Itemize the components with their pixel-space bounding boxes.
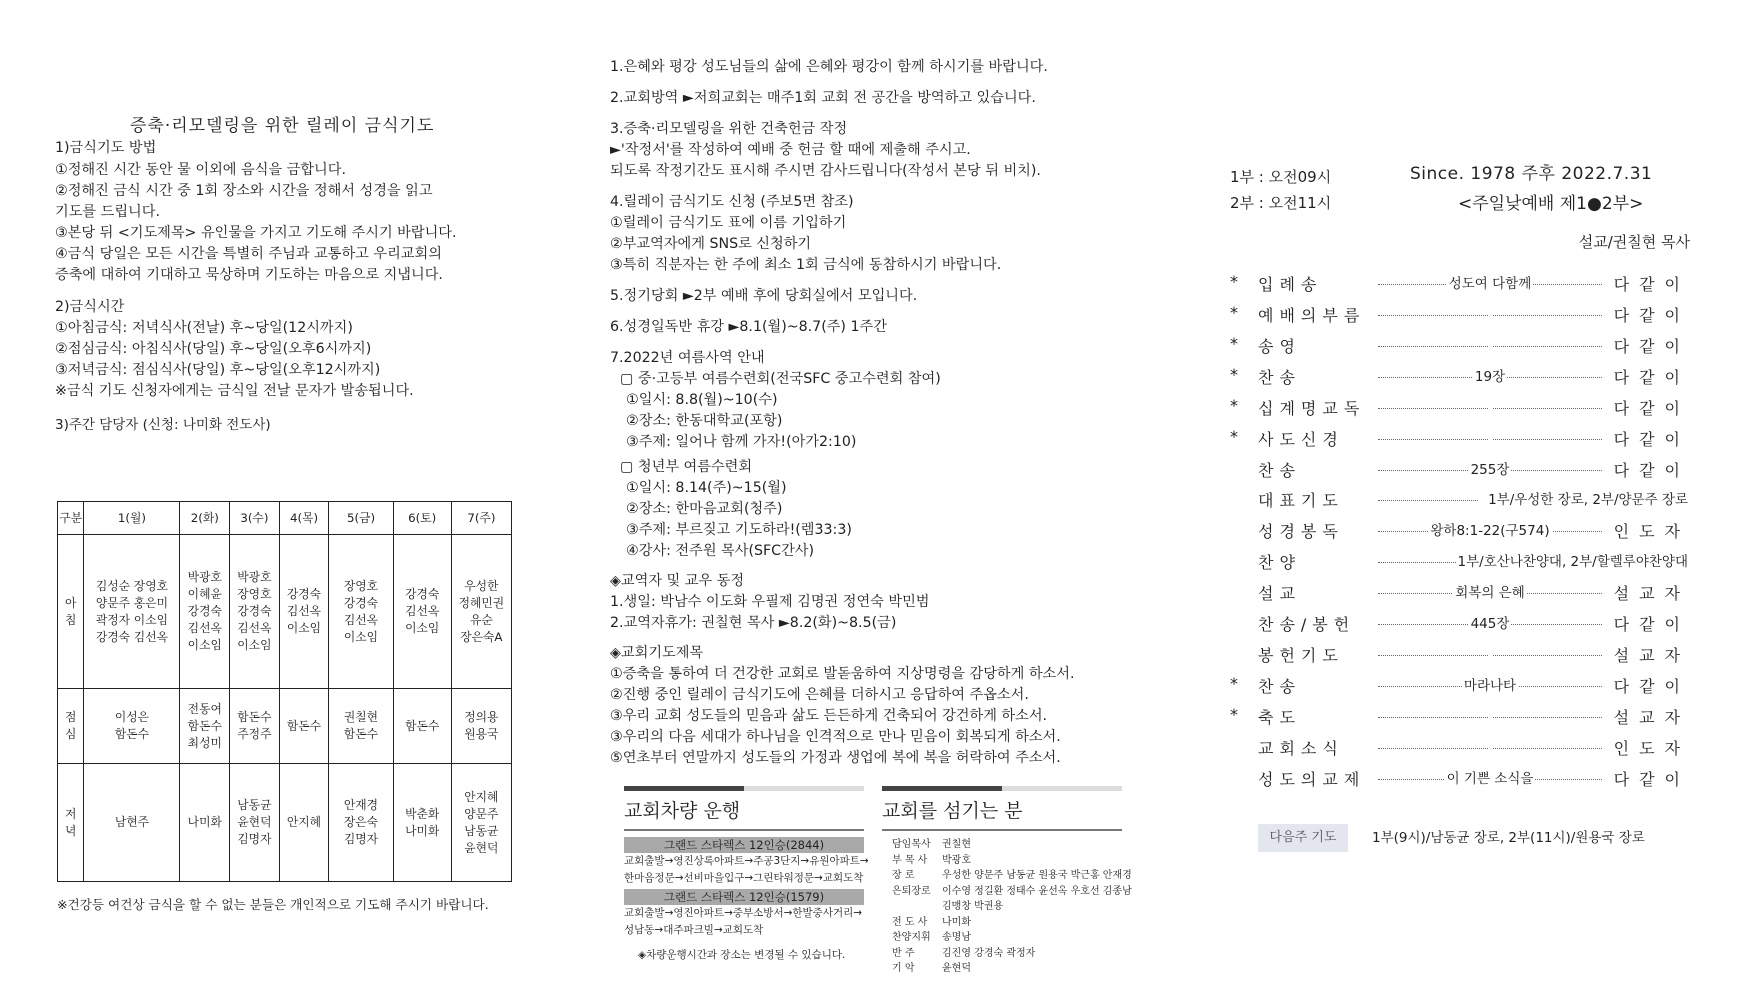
health-note: ※건강등 여건상 금식을 할 수 없는 분들은 개인적으로 기도해 주시기 바랍니다. bbox=[57, 897, 489, 912]
table-cell: 이성은 함돈수 bbox=[84, 689, 180, 764]
order-name: 십계명교독 bbox=[1258, 399, 1366, 418]
staff-row: 기 악 윤현덕 bbox=[892, 963, 971, 974]
order-item bbox=[1230, 705, 1690, 729]
method-line: ②정해진 금식 시간 중 1회 장소와 시간을 정해서 성경을 읽고 bbox=[55, 183, 433, 199]
staff-row: 김맹창 박권용 bbox=[942, 901, 1004, 912]
vehicle-title: 교회차량 운행 bbox=[624, 786, 864, 831]
order-leader: 인도자 bbox=[1613, 739, 1690, 758]
order-item bbox=[1230, 427, 1690, 451]
order-detail bbox=[1488, 643, 1492, 659]
table-header-cell: 6(토) bbox=[393, 502, 451, 535]
vehicle-note: ◈차량운행시간과 장소는 변경될 수 있습니다. bbox=[638, 949, 846, 961]
order-detail: 왕하8:1-22(구574) bbox=[1430, 523, 1550, 539]
order-item bbox=[1230, 736, 1690, 760]
standing-mark: * bbox=[1230, 705, 1238, 724]
order-name: 입례송 bbox=[1258, 275, 1323, 294]
standing-mark: * bbox=[1230, 365, 1238, 384]
table-cell: 전동여 함돈수 최성미 bbox=[180, 689, 230, 764]
table-header-row bbox=[58, 502, 512, 535]
order-leader: 인도자 bbox=[1613, 522, 1690, 541]
order-leader: 다같이 bbox=[1613, 275, 1690, 294]
prayer-item: ⑤연초부터 연말까지 성도들의 가정과 생업에 복에 복을 허락하여 주소서. bbox=[610, 750, 1061, 766]
order-name: 성경봉독 bbox=[1258, 522, 1344, 541]
time-line: ①아침금식: 저녁식사(전날) 후~당일(12시까지) bbox=[55, 320, 353, 336]
order-detail bbox=[1488, 427, 1492, 443]
order-item bbox=[1230, 488, 1690, 512]
staff-row: 전 도 사 나미화 bbox=[892, 916, 971, 928]
time-line: ③저녁금식: 점심식사(당일) 후~당일(오후12시까지) bbox=[55, 362, 381, 378]
table-header-cell: 구분 bbox=[58, 502, 84, 535]
announcement-line: ③주제: 부르짖고 기도하라!(렘33:3) bbox=[626, 522, 852, 538]
standing-mark: * bbox=[1230, 334, 1238, 353]
table-row bbox=[58, 689, 512, 764]
order-name: 성도의교제 bbox=[1258, 770, 1366, 789]
table-cell: 김성순 장영호 양문주 홍은미 곽정자 이소임 강경숙 김선옥 bbox=[84, 535, 180, 689]
order-name: 찬송 bbox=[1258, 461, 1301, 480]
method-line: ③본당 뒤 <기도제목> 유인물을 가지고 기도해 주시기 바랍니다. bbox=[55, 225, 457, 241]
order-name: 사도신경 bbox=[1258, 430, 1344, 449]
table-cell: 남현주 bbox=[84, 764, 180, 882]
order-detail: 성도여 다함께 bbox=[1448, 276, 1532, 292]
method-line: 증축에 대하여 기대하고 묵상하며 기도하는 마음으로 지냅니다. bbox=[55, 267, 443, 283]
staff-row: 장 로 우성한 양문주 남동균 원용국 박근홍 안재경 bbox=[892, 870, 1132, 881]
time-line: ※금식 기도 신청자에게는 금식일 전날 문자가 발송됩니다. bbox=[55, 383, 414, 399]
time-heading: 2)금식시간 bbox=[55, 299, 125, 315]
order-item bbox=[1230, 365, 1690, 389]
order-item bbox=[1230, 550, 1690, 574]
order-detail bbox=[1488, 705, 1492, 721]
order-detail: 이 기쁜 소식을 bbox=[1446, 771, 1534, 787]
vehicle-route: 한마음정문→선비마을입구→그린타워정문→교회도착 bbox=[624, 872, 864, 884]
table-header-cell: 2(화) bbox=[180, 502, 230, 535]
order-name: 찬송/봉헌 bbox=[1258, 615, 1356, 634]
announcement-line: ①일시: 8.8(월)~10(수) bbox=[626, 392, 778, 408]
announcement-line: ▢ 청년부 여름수련회 bbox=[620, 459, 753, 475]
announcement-line: 되도록 작정기간도 표시해 주시면 감사드립니다(작성서 본당 뒤 비치). bbox=[610, 163, 1041, 179]
announcement-line: ►'작정서'를 작성하여 예배 중 헌금 할 때에 제출해 주시고. bbox=[610, 142, 971, 158]
standing-mark: * bbox=[1230, 427, 1238, 446]
table-header-cell: 1(월) bbox=[84, 502, 180, 535]
table-cell: 안재경 장은숙 김명자 bbox=[329, 764, 393, 882]
order-detail: 255장 bbox=[1470, 462, 1510, 478]
table-header-cell: 7(주) bbox=[451, 502, 511, 535]
vehicle-box bbox=[624, 786, 869, 964]
order-detail: 마라나타 bbox=[1463, 678, 1517, 694]
table-cell: 함돈수 주정주 bbox=[230, 689, 280, 764]
announcement-line: 3.증축·리모델링을 위한 건축헌금 작정 bbox=[610, 121, 848, 137]
announcement-line: 2.교역자휴가: 권칠현 목사 ►8.2(화)~8.5(금) bbox=[610, 615, 897, 631]
order-name: 봉헌기도 bbox=[1258, 646, 1344, 665]
method-line: ④금식 당일은 모든 시간을 특별히 주님과 교통하고 우리교회의 bbox=[55, 246, 442, 262]
preacher: 설교/권칠현 목사 bbox=[1578, 233, 1690, 251]
fasting-title: 증축·리모델링을 위한 릴레이 금식기도 bbox=[130, 116, 435, 136]
row-label: 저 녁 bbox=[58, 764, 84, 882]
method-heading: 1)금식기도 방법 bbox=[55, 140, 157, 156]
prayer-item: ①증축을 통하여 더 건강한 교회로 발돋움하여 지상명령을 감당하게 하소서. bbox=[610, 666, 1075, 682]
table-row bbox=[58, 764, 512, 882]
order-item bbox=[1230, 396, 1690, 420]
vehicle-name: 그랜드 스타렉스 12인승(1579) bbox=[624, 889, 864, 905]
announcement-line: ②장소: 한마음교회(청주) bbox=[626, 501, 783, 517]
row-label: 아 침 bbox=[58, 535, 84, 689]
announcement-line: ③특히 직분자는 한 주에 최소 1회 금식에 동참하시기 바랍니다. bbox=[610, 257, 1002, 273]
vehicle-route: 교회출발→영진아파트→중부소방서→한발중사거리→ bbox=[624, 907, 863, 919]
worship-title: <주일낮예배 제1●2부> bbox=[1458, 194, 1644, 214]
method-line: ①정해진 시간 동안 물 이외에 음식을 금합니다. bbox=[55, 162, 346, 178]
table-header-cell: 4(목) bbox=[279, 502, 329, 535]
vehicle-route: 교회출발→영진상록아파트→주공3단지→유원아파트→ bbox=[624, 855, 869, 867]
announcement-line: ▢ 중·고등부 여름수련회(전국SFC 중고수련회 참여) bbox=[620, 371, 941, 387]
announcement-line: 6.성경일독반 휴강 ►8.1(월)~8.7(주) 1주간 bbox=[610, 319, 887, 335]
order-detail bbox=[1488, 736, 1492, 752]
announcement-line: ①일시: 8.14(주)~15(월) bbox=[626, 480, 787, 496]
order-item bbox=[1230, 643, 1690, 667]
staff-row: 은퇴장로 이수영 정길환 정태수 윤선옥 우호선 김종남 bbox=[892, 885, 1132, 897]
order-name: 교회소식 bbox=[1258, 739, 1344, 758]
announcement-line: ◈교회기도제목 bbox=[610, 645, 704, 661]
order-leader: 다같이 bbox=[1613, 306, 1690, 325]
standing-mark: * bbox=[1230, 674, 1238, 693]
table-cell: 강경숙 김선옥 이소임 bbox=[393, 535, 451, 689]
staff-row: 부 목 사 박광호 bbox=[892, 854, 971, 866]
order-leader: 다같이 bbox=[1613, 461, 1690, 480]
service-time-1: 1부 : 오전09시 bbox=[1230, 168, 1332, 186]
announcement-line: ④강사: 전주원 목사(SFC간사) bbox=[626, 543, 815, 559]
order-item bbox=[1230, 581, 1690, 605]
since-date: Since. 1978 주후 2022.7.31 bbox=[1410, 164, 1653, 184]
order-detail: 1부/호산나찬양대, 2부/할렐루야찬양대 bbox=[1457, 554, 1688, 570]
order-detail: 1부/우성한 장로, 2부/양문주 장로 bbox=[1488, 492, 1688, 508]
order-name: 찬양 bbox=[1258, 553, 1301, 572]
order-detail bbox=[1488, 334, 1492, 350]
service-time-2: 2부 : 오전11시 bbox=[1230, 194, 1332, 212]
vehicle-name: 그랜드 스타렉스 12인승(2844) bbox=[624, 837, 864, 853]
method-line: 기도를 드립니다. bbox=[55, 204, 160, 220]
table-cell: 함돈수 bbox=[279, 689, 329, 764]
table-row bbox=[58, 535, 512, 689]
row-label: 점 심 bbox=[58, 689, 84, 764]
order-leader: 다같이 bbox=[1613, 677, 1690, 696]
next-week-prayer-label: 다음주 기도 bbox=[1258, 824, 1348, 852]
announcement-line: ③주제: 일어나 함께 가자!(아가2:10) bbox=[626, 434, 857, 450]
table-cell: 정의용 원용국 bbox=[451, 689, 511, 764]
order-item bbox=[1230, 612, 1690, 636]
order-leader: 설교자 bbox=[1613, 646, 1690, 665]
order-item bbox=[1230, 303, 1690, 327]
staff-row: 반 주 김진영 강경숙 곽정자 bbox=[892, 947, 1036, 959]
vehicle-route: 성남동→대주파크빌→교회도착 bbox=[624, 924, 764, 936]
order-leader: 설교자 bbox=[1613, 708, 1690, 727]
order-leader: 다같이 bbox=[1613, 615, 1690, 634]
table-header-cell: 5(금) bbox=[329, 502, 393, 535]
table-cell: 남동균 윤현덕 김명자 bbox=[230, 764, 280, 882]
standing-mark: * bbox=[1230, 396, 1238, 415]
order-leader: 설교자 bbox=[1613, 584, 1690, 603]
table-cell: 권칠현 함돈수 bbox=[329, 689, 393, 764]
table-cell: 박광호 이혜윤 강경숙 김선옥 이소임 bbox=[180, 535, 230, 689]
standing-mark: * bbox=[1230, 272, 1238, 291]
table-header-cell: 3(수) bbox=[230, 502, 280, 535]
staff-row: 찬양지휘 송명남 bbox=[892, 932, 971, 943]
table-cell: 안지혜 양문주 남동균 윤현덕 bbox=[451, 764, 511, 882]
order-detail: 19장 bbox=[1474, 369, 1506, 385]
announcement-line: 1.생일: 박남수 이도화 우필제 김명권 정연숙 박민범 bbox=[610, 594, 930, 610]
announcement-line: ②장소: 한동대학교(포항) bbox=[626, 413, 783, 429]
next-week-prayer-text: 1부(9시)/남동균 장로, 2부(11시)/원용국 장로 bbox=[1372, 830, 1645, 846]
order-detail bbox=[1488, 303, 1492, 319]
order-leader: 다같이 bbox=[1613, 430, 1690, 449]
order-name: 축도 bbox=[1258, 708, 1301, 727]
standing-mark: * bbox=[1230, 303, 1238, 322]
table-cell: 우성한 정혜민권 유순 장은숙A bbox=[451, 535, 511, 689]
announcement-line: 1.은혜와 평강 성도님들의 삶에 은혜와 평강이 함께 하시기를 바랍니다. bbox=[610, 59, 1048, 75]
table-cell: 박춘화 나미화 bbox=[393, 764, 451, 882]
staff-row: 담임목사 권칠현 bbox=[892, 839, 971, 850]
announcement-line: 5.정기당회 ►2부 예배 후에 당회실에서 모입니다. bbox=[610, 288, 918, 304]
announcement-line: ②부교역자에게 SNS로 신청하기 bbox=[610, 236, 812, 252]
week-heading: 3)주간 담당자 (신청: 나미화 전도사) bbox=[55, 417, 271, 433]
table-cell: 강경숙 김선옥 이소임 bbox=[279, 535, 329, 689]
order-name: 찬송 bbox=[1258, 368, 1301, 387]
order-leader: 다같이 bbox=[1613, 337, 1690, 356]
table-cell: 함돈수 bbox=[393, 689, 451, 764]
order-detail: 회복의 은혜 bbox=[1455, 585, 1525, 601]
order-name: 송영 bbox=[1258, 337, 1301, 356]
order-detail bbox=[1488, 396, 1492, 412]
order-detail: 445장 bbox=[1470, 616, 1510, 632]
time-line: ②점심금식: 아침식사(당일) 후~당일(오후6시까지) bbox=[55, 341, 372, 357]
table-cell: 박광호 장영호 강경숙 김선옥 이소임 bbox=[230, 535, 280, 689]
order-item bbox=[1230, 458, 1690, 482]
prayer-item: ②진행 중인 릴레이 금식기도에 은혜를 더하시고 응답하여 주옵소서. bbox=[610, 687, 1029, 703]
table-cell: 안지혜 bbox=[279, 764, 329, 882]
announcement-line: 2.교회방역 ►저희교회는 매주1회 교회 전 공간을 방역하고 있습니다. bbox=[610, 90, 1036, 106]
order-item bbox=[1230, 767, 1690, 791]
schedule-table bbox=[57, 501, 512, 882]
order-item bbox=[1230, 272, 1690, 296]
order-item bbox=[1230, 334, 1690, 358]
table-cell: 장영호 강경숙 김선옥 이소임 bbox=[329, 535, 393, 689]
announcement-line: ①릴레이 금식기도 표에 이름 기입하기 bbox=[610, 215, 847, 231]
announcement-line: 7.2022년 여름사역 안내 bbox=[610, 350, 765, 366]
order-leader: 다같이 bbox=[1613, 399, 1690, 418]
order-leader: 다같이 bbox=[1613, 770, 1690, 789]
prayer-item: ③우리 교회 성도들의 믿음과 삶도 든든하게 건축되어 강건하게 하소서. bbox=[610, 708, 1048, 724]
order-name: 찬송 bbox=[1258, 677, 1301, 696]
announcement-line: 4.릴레이 금식기도 신청 (주보5면 참조) bbox=[610, 194, 854, 210]
order-item bbox=[1230, 674, 1690, 698]
order-name: 예배의부름 bbox=[1258, 306, 1366, 325]
order-name: 대표기도 bbox=[1258, 491, 1344, 510]
order-name: 설교 bbox=[1258, 584, 1301, 603]
table-cell: 나미화 bbox=[180, 764, 230, 882]
servers-box bbox=[882, 786, 1132, 977]
order-leader: 다같이 bbox=[1613, 368, 1690, 387]
announcement-line: ◈교역자 및 교우 동정 bbox=[610, 573, 745, 589]
order-item bbox=[1230, 519, 1690, 543]
prayer-item: ③우리의 다음 세대가 하나님을 인격적으로 만나 믿음이 회복되게 하소서. bbox=[610, 729, 1061, 745]
servers-title: 교회를 섬기는 분 bbox=[882, 786, 1122, 831]
